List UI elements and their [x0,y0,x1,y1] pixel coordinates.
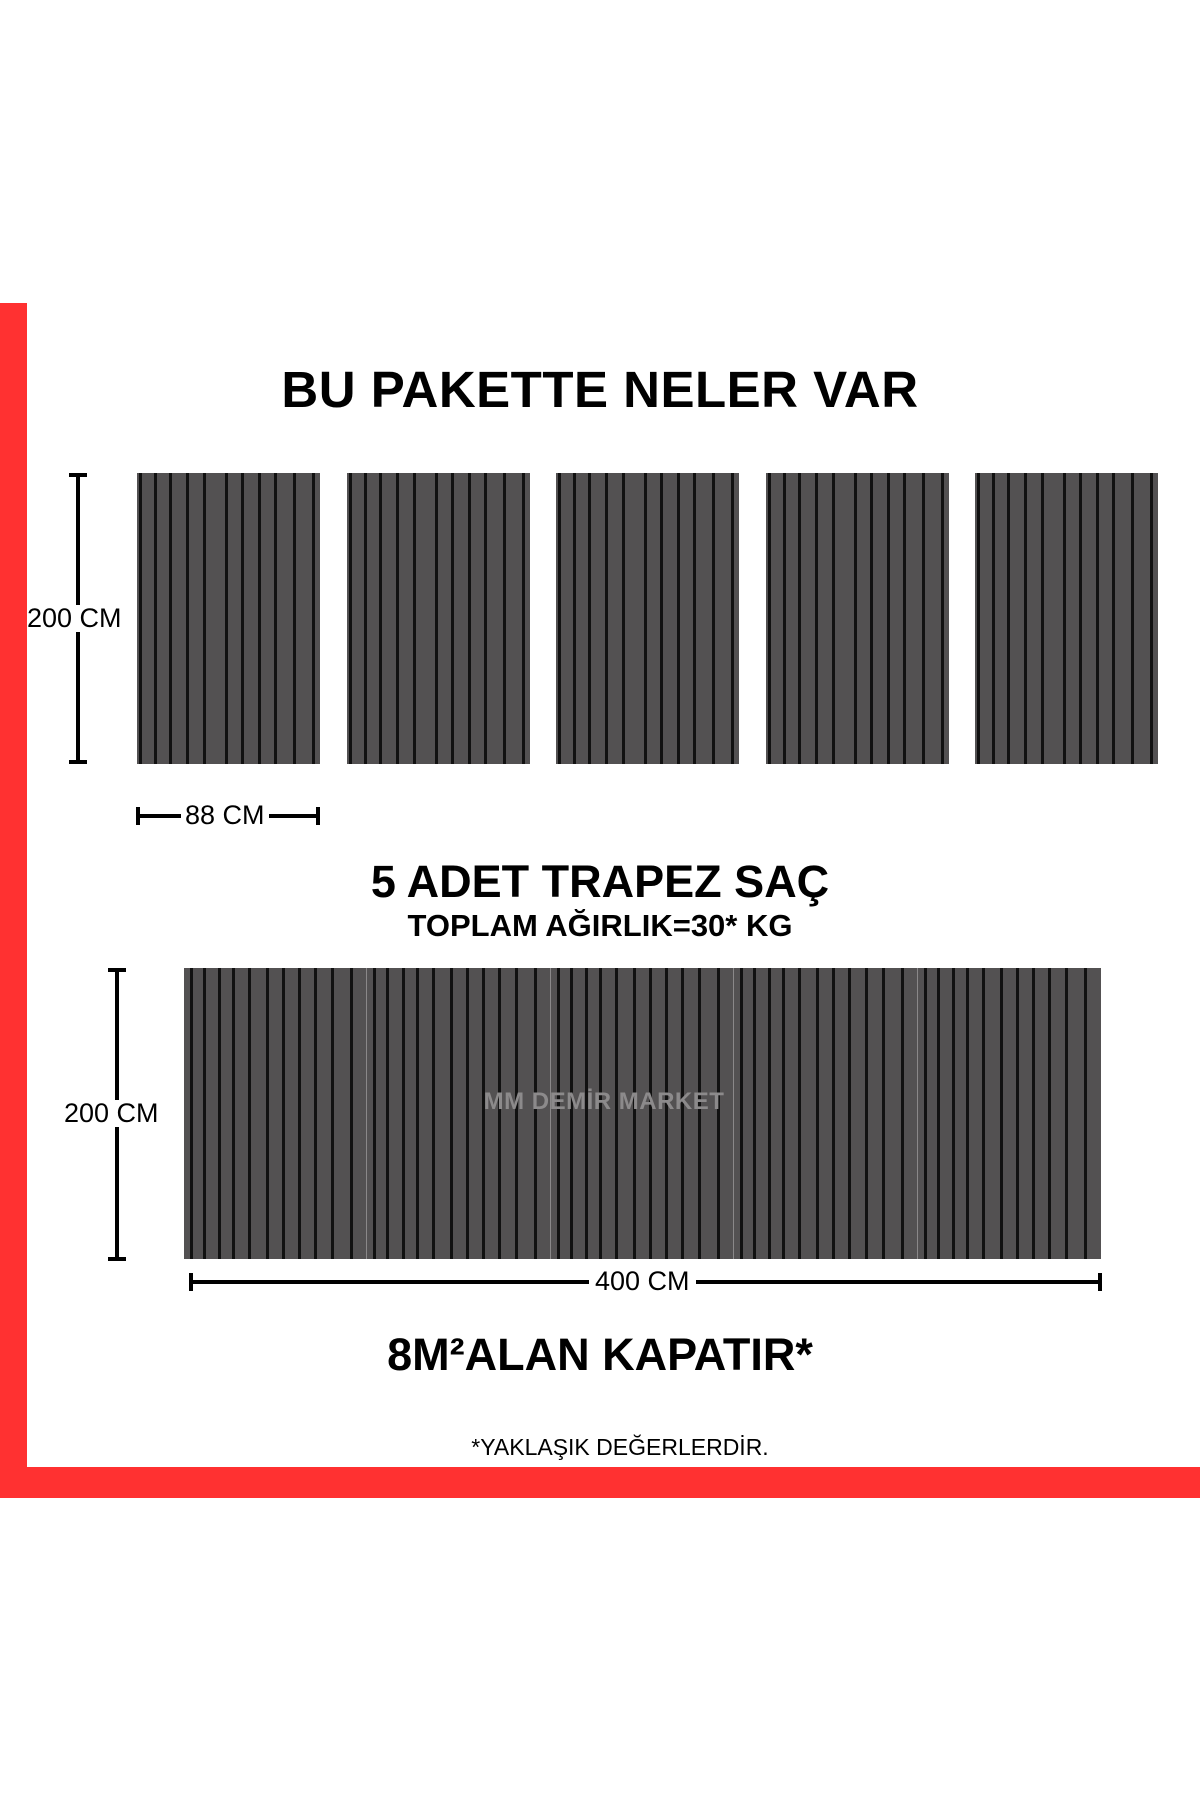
coverage-text: 8M²ALAN KAPATIR* [387,1329,813,1380]
single-height-label: 200 CM [27,603,122,633]
combined-height-label: 200 CM [64,1098,159,1128]
approximate-note: *YAKLAŞIK DEĞERLERDİR. [471,1434,769,1460]
watermark-text: MM DEMİR MARKET [483,1088,725,1115]
single-width-label: 88 CM [181,802,269,829]
combined-width-label: 400 CM [589,1268,696,1295]
sheet-count-text: 5 ADET TRAPEZ SAÇ [370,856,830,907]
page-title: BU PAKETTE NELER VAR [281,361,919,418]
total-weight-text: TOPLAM AĞIRLIK=30* KG [407,908,793,943]
